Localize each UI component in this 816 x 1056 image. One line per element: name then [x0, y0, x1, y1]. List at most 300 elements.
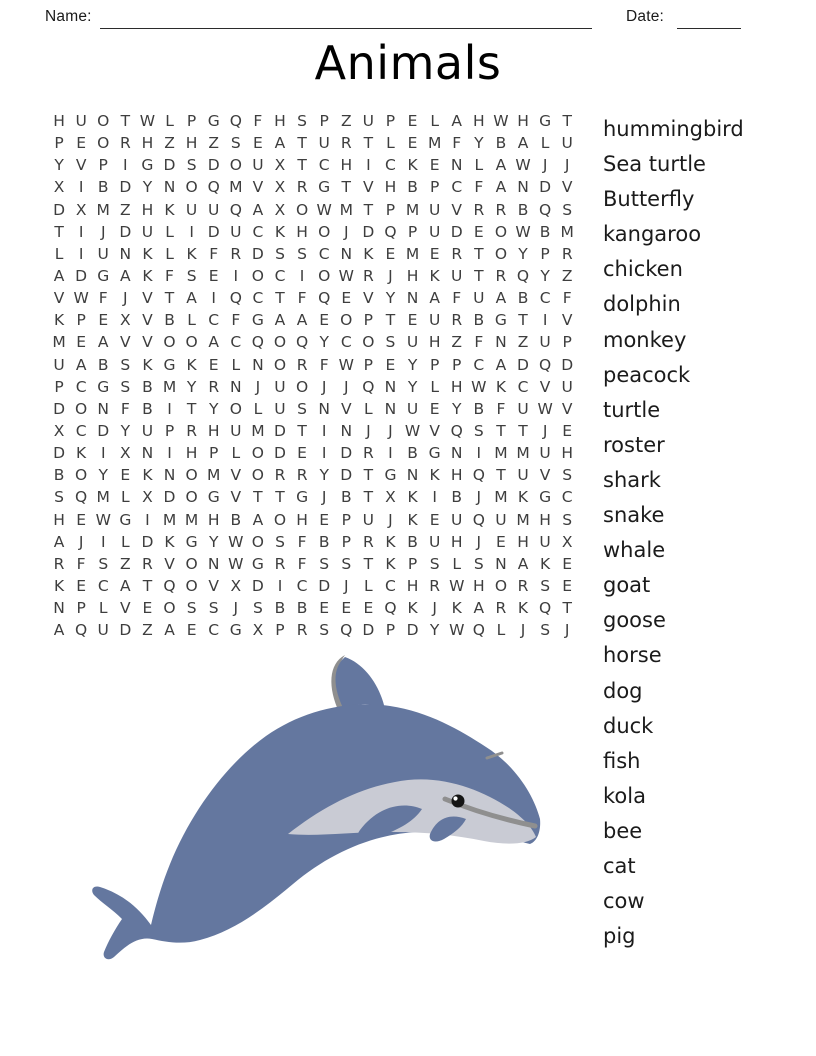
grid-cell: E: [473, 222, 484, 241]
grid-cell: C: [561, 488, 573, 507]
grid-cell: I: [167, 444, 172, 463]
word-list-item: whale: [603, 538, 666, 563]
grid-cell: C: [296, 577, 308, 596]
grid-cell: E: [429, 156, 440, 175]
grid-cell: D: [119, 621, 132, 640]
grid-cell: V: [451, 200, 463, 219]
grid-cell: T: [363, 554, 374, 573]
grid-cell: P: [562, 333, 572, 352]
grid-cell: D: [119, 222, 132, 241]
grid-cell: P: [385, 112, 396, 131]
grid-cell: N: [97, 399, 110, 418]
grid-cell: J: [321, 377, 327, 396]
grid-cell: B: [407, 532, 418, 551]
grid-cell: S: [385, 333, 396, 352]
grid-cell: V: [561, 311, 573, 330]
word-list-item: turtle: [603, 397, 661, 422]
grid-cell: P: [452, 355, 462, 374]
grid-cell: B: [274, 599, 286, 618]
grid-cell: X: [274, 200, 286, 219]
grid-cell: O: [318, 222, 331, 241]
grid-cell: U: [141, 422, 154, 441]
word-list-item: goat: [603, 573, 651, 598]
grid-cell: V: [208, 577, 219, 596]
grid-cell: U: [428, 200, 441, 219]
grid-cell: S: [208, 599, 219, 618]
grid-cell: J: [100, 222, 106, 241]
grid-cell: D: [251, 577, 264, 596]
grid-cell: U: [75, 112, 87, 131]
grid-cell: O: [273, 510, 287, 529]
grid-cell: F: [209, 244, 219, 263]
grid-cell: R: [517, 577, 529, 596]
grid-cell: Q: [472, 510, 485, 529]
grid-cell: T: [363, 488, 374, 507]
grid-cell: Q: [318, 289, 331, 308]
grid-cell: N: [53, 599, 65, 618]
grid-cell: J: [564, 156, 570, 175]
grid-cell: H: [207, 422, 220, 441]
grid-cell: M: [184, 510, 199, 529]
grid-cell: O: [273, 333, 287, 352]
grid-cell: O: [229, 399, 242, 418]
grid-cell: W: [228, 554, 244, 573]
grid-cell: R: [142, 554, 153, 573]
grid-cell: X: [385, 488, 396, 507]
grid-cell: S: [186, 599, 197, 618]
grid-cell: K: [540, 554, 551, 573]
grid-cell: S: [297, 112, 307, 131]
grid-cell: T: [496, 422, 506, 441]
grid-cell: Z: [451, 333, 463, 352]
grid-cell: X: [561, 532, 573, 551]
grid-cell: V: [75, 156, 87, 175]
grid-cell: V: [53, 289, 65, 308]
grid-cell: I: [321, 444, 327, 463]
grid-cell: B: [340, 488, 352, 507]
grid-cell: A: [495, 156, 507, 175]
grid-cell: R: [561, 244, 573, 263]
grid-cell: D: [141, 532, 154, 551]
grid-cell: H: [185, 134, 198, 153]
grid-cell: M: [251, 422, 265, 441]
grid-cell: X: [120, 444, 131, 463]
grid-cell: I: [299, 267, 305, 286]
grid-cell: Y: [54, 156, 64, 175]
grid-cell: Y: [98, 466, 108, 485]
grid-cell: R: [495, 200, 507, 219]
grid-cell: P: [363, 311, 374, 330]
grid-cell: J: [321, 488, 327, 507]
grid-cell: R: [451, 311, 463, 330]
grid-cell: E: [407, 134, 418, 153]
grid-cell: R: [340, 134, 352, 153]
grid-cell: A: [495, 178, 507, 197]
grid-cell: S: [341, 554, 352, 573]
grid-cell: I: [167, 399, 172, 418]
grid-cell: A: [53, 621, 65, 640]
grid-cell: A: [120, 267, 131, 286]
grid-cell: U: [230, 222, 242, 241]
grid-cell: E: [98, 311, 109, 330]
grid-cell: G: [539, 112, 552, 131]
grid-cell: G: [428, 444, 441, 463]
grid-cell: H: [473, 577, 485, 596]
grid-cell: U: [274, 399, 286, 418]
grid-cell: U: [451, 510, 463, 529]
grid-cell: A: [208, 333, 219, 352]
grid-cell: A: [296, 311, 308, 330]
grid-cell: D: [53, 399, 66, 418]
grid-cell: M: [162, 377, 177, 396]
grid-cell: Q: [229, 200, 242, 219]
grid-cell: C: [385, 156, 396, 175]
grid-cell: Z: [120, 200, 131, 219]
grid-cell: R: [119, 134, 131, 153]
grid-cell: H: [517, 532, 529, 551]
grid-cell: H: [340, 156, 353, 175]
grid-cell: O: [185, 577, 198, 596]
grid-cell: C: [252, 289, 264, 308]
grid-cell: V: [363, 289, 374, 308]
grid-cell: Y: [319, 333, 329, 352]
word-list-item: duck: [603, 713, 654, 738]
grid-cell: U: [406, 399, 419, 418]
grid-cell: V: [539, 466, 551, 485]
grid-cell: D: [119, 178, 132, 197]
grid-cell: S: [252, 599, 263, 618]
grid-cell: M: [52, 333, 66, 352]
grid-cell: T: [385, 311, 396, 330]
grid-cell: J: [78, 532, 84, 551]
grid-cell: C: [252, 222, 264, 241]
dolphin-eye-glint: [453, 796, 457, 800]
grid-cell: S: [562, 466, 573, 485]
grid-cell: R: [208, 377, 220, 396]
grid-cell: F: [120, 399, 130, 418]
grid-cell: V: [340, 399, 352, 418]
grid-cell: O: [185, 466, 198, 485]
grid-cell: S: [186, 156, 197, 175]
grid-cell: L: [430, 377, 439, 396]
grid-cell: D: [340, 444, 353, 463]
grid-cell: T: [562, 112, 572, 131]
grid-cell: T: [120, 112, 131, 131]
grid-cell: N: [340, 244, 353, 263]
word-list-item: cat: [603, 853, 636, 878]
grid-cell: Q: [295, 333, 309, 352]
grid-cell: U: [539, 444, 551, 463]
grid-cell: T: [186, 399, 197, 418]
word-list-item: horse: [603, 643, 662, 668]
grid-cell: N: [229, 377, 242, 396]
grid-cell: U: [141, 222, 154, 241]
grid-cell: P: [363, 355, 374, 374]
grid-cell: X: [252, 621, 264, 640]
grid-cell: T: [297, 134, 307, 153]
grid-cell: I: [78, 222, 84, 241]
grid-cell: G: [539, 488, 552, 507]
grid-cell: F: [452, 289, 462, 308]
grid-cell: C: [473, 355, 485, 374]
grid-cell: O: [229, 156, 242, 175]
grid-cell: W: [449, 577, 465, 596]
grid-cell: A: [451, 112, 463, 131]
grid-cell: P: [209, 444, 219, 463]
grid-cell: B: [539, 222, 551, 241]
grid-cell: W: [493, 112, 509, 131]
grid-cell: L: [165, 222, 174, 241]
grid-cell: N: [495, 333, 507, 352]
grid-cell: H: [296, 222, 308, 241]
grid-cell: N: [141, 444, 154, 463]
grid-cell: W: [316, 200, 332, 219]
grid-cell: M: [162, 510, 177, 529]
grid-cell: Z: [517, 333, 529, 352]
grid-cell: J: [564, 621, 570, 640]
grid-cell: I: [542, 311, 548, 330]
word-list-item: kangaroo: [603, 222, 702, 247]
grid-cell: W: [515, 222, 531, 241]
grid-cell: J: [233, 599, 239, 618]
grid-cell: S: [120, 377, 131, 396]
grid-cell: Y: [540, 267, 550, 286]
grid-cell: N: [119, 244, 132, 263]
grid-cell: N: [495, 554, 507, 573]
grid-cell: G: [229, 621, 242, 640]
grid-cell: I: [78, 244, 84, 263]
grid-cell: I: [100, 532, 106, 551]
grid-cell: Y: [429, 621, 440, 640]
grid-cell: F: [319, 355, 329, 374]
grid-cell: O: [97, 112, 110, 131]
grid-cell: Z: [142, 621, 153, 640]
grid-cell: K: [274, 222, 286, 241]
grid-cell: E: [208, 267, 219, 286]
grid-cell: I: [366, 156, 371, 175]
grid-cell: E: [208, 355, 219, 374]
grid-cell: C: [97, 577, 109, 596]
grid-cell: D: [561, 355, 574, 374]
grid-cell: H: [207, 510, 220, 529]
grid-cell: Y: [518, 244, 528, 263]
grid-cell: S: [275, 532, 285, 551]
grid-cell: O: [251, 532, 264, 551]
grid-cell: Y: [142, 178, 153, 197]
dolphin-eye: [452, 795, 465, 808]
date-blank-line: [677, 6, 741, 29]
grid-cell: Q: [539, 355, 552, 374]
grid-cell: K: [385, 554, 396, 573]
grid-cell: T: [142, 577, 153, 596]
grid-cell: Q: [539, 599, 552, 618]
grid-cell: J: [432, 599, 437, 618]
grid-cell: V: [561, 399, 573, 418]
grid-cell: E: [429, 244, 440, 263]
grid-cell: T: [275, 488, 285, 507]
grid-cell: H: [406, 577, 419, 596]
grid-cell: O: [251, 267, 264, 286]
grid-cell: Y: [474, 134, 484, 153]
grid-cell: P: [341, 532, 351, 551]
grid-cell: A: [495, 289, 507, 308]
grid-cell: V: [164, 554, 175, 573]
grid-cell: O: [273, 355, 287, 374]
grid-cell: E: [319, 311, 330, 330]
grid-cell: N: [384, 399, 397, 418]
grid-cell: E: [407, 311, 418, 330]
grid-cell: W: [471, 377, 487, 396]
grid-cell: L: [430, 112, 439, 131]
grid-cell: I: [123, 156, 128, 175]
grid-cell: S: [540, 577, 551, 596]
grid-cell: V: [230, 466, 242, 485]
grid-cell: T: [253, 488, 263, 507]
grid-cell: S: [562, 200, 573, 219]
grid-cell: X: [53, 178, 65, 197]
grid-cell: D: [75, 267, 88, 286]
grid-cell: N: [163, 466, 176, 485]
grid-cell: F: [98, 289, 108, 308]
grid-cell: G: [251, 554, 264, 573]
grid-cell: U: [428, 222, 441, 241]
grid-cell: C: [318, 156, 330, 175]
grid-cell: G: [97, 377, 110, 396]
grid-cell: O: [185, 554, 198, 573]
grid-cell: A: [120, 577, 131, 596]
name-label: Name:: [45, 8, 92, 25]
word-list-item: kola: [603, 783, 646, 808]
grid-cell: D: [318, 577, 331, 596]
grid-cell: M: [339, 200, 353, 219]
grid-cell: J: [343, 222, 349, 241]
grid-cell: J: [388, 422, 393, 441]
grid-cell: S: [319, 554, 330, 573]
grid-cell: R: [230, 244, 242, 263]
grid-cell: S: [275, 244, 285, 263]
grid-cell: K: [164, 200, 175, 219]
grid-cell: U: [185, 200, 198, 219]
grid-cell: U: [318, 134, 330, 153]
grid-cell: T: [275, 289, 285, 308]
grid-cell: U: [428, 532, 441, 551]
dolphin-illustration: [88, 648, 548, 968]
grid-cell: L: [121, 488, 130, 507]
grid-cell: R: [362, 532, 374, 551]
grid-cell: R: [274, 466, 286, 485]
grid-cell: E: [562, 422, 573, 441]
grid-cell: B: [451, 488, 463, 507]
grid-cell: I: [277, 577, 283, 596]
grid-cell: R: [473, 200, 485, 219]
grid-cell: D: [539, 178, 552, 197]
grid-cell: W: [139, 112, 156, 131]
grid-cell: X: [120, 311, 131, 330]
grid-cell: Q: [472, 466, 485, 485]
grid-cell: G: [494, 311, 507, 330]
grid-cell: A: [75, 355, 87, 374]
grid-cell: T: [496, 466, 506, 485]
grid-cell: Q: [472, 621, 485, 640]
grid-cell: G: [296, 488, 309, 507]
grid-cell: U: [97, 244, 109, 263]
grid-cell: Z: [208, 134, 220, 153]
grid-cell: S: [98, 554, 109, 573]
grid-cell: E: [562, 577, 573, 596]
grid-cell: J: [476, 488, 482, 507]
grid-cell: M: [405, 244, 420, 263]
grid-cell: R: [296, 621, 308, 640]
grid-cell: B: [407, 178, 418, 197]
grid-cell: G: [119, 510, 132, 529]
grid-cell: V: [230, 488, 242, 507]
grid-cell: K: [407, 510, 418, 529]
grid-cell: V: [142, 333, 153, 352]
grid-cell: H: [141, 200, 154, 219]
grid-cell: J: [542, 156, 548, 175]
grid-cell: Z: [120, 554, 131, 573]
grid-cell: H: [450, 377, 463, 396]
grid-cell: Q: [163, 577, 176, 596]
grid-cell: N: [450, 444, 463, 463]
grid-cell: U: [274, 377, 286, 396]
grid-cell: D: [53, 200, 66, 219]
grid-cell: L: [231, 444, 241, 463]
grid-cell: V: [142, 311, 153, 330]
grid-cell: D: [53, 444, 66, 463]
grid-cell: F: [496, 399, 506, 418]
grid-cell: F: [297, 554, 307, 573]
grid-cell: H: [384, 178, 397, 197]
grid-cell: S: [473, 422, 484, 441]
grid-cell: V: [363, 178, 374, 197]
grid-cell: H: [296, 510, 308, 529]
grid-cell: S: [120, 355, 131, 374]
grid-cell: N: [340, 422, 353, 441]
grid-cell: S: [297, 399, 307, 418]
grid-cell: E: [385, 355, 396, 374]
grid-cell: D: [450, 222, 463, 241]
grid-cell: L: [474, 156, 484, 175]
grid-cell: I: [321, 422, 327, 441]
grid-cell: T: [518, 422, 528, 441]
grid-cell: I: [432, 488, 437, 507]
grid-cell: T: [518, 311, 528, 330]
grid-cell: E: [429, 510, 440, 529]
grid-cell: E: [76, 577, 87, 596]
grid-cell: G: [318, 178, 331, 197]
grid-cell: M: [405, 200, 420, 219]
grid-cell: N: [318, 399, 330, 418]
grid-cell: V: [252, 178, 264, 197]
grid-cell: F: [297, 289, 307, 308]
grid-cell: Y: [407, 377, 418, 396]
grid-cell: R: [362, 444, 374, 463]
grid-cell: J: [343, 577, 349, 596]
word-list-item: dog: [603, 678, 643, 703]
grid-cell: I: [233, 267, 239, 286]
grid-cell: G: [97, 267, 110, 286]
word-list-item: Butterfly: [603, 187, 695, 212]
grid-cell: P: [319, 112, 329, 131]
grid-cell: F: [297, 532, 307, 551]
grid-cell: K: [142, 466, 153, 485]
grid-cell: F: [165, 267, 174, 286]
grid-cell: B: [142, 399, 153, 418]
grid-cell: J: [388, 510, 393, 529]
grid-cell: U: [539, 333, 551, 352]
grid-cell: R: [495, 599, 507, 618]
